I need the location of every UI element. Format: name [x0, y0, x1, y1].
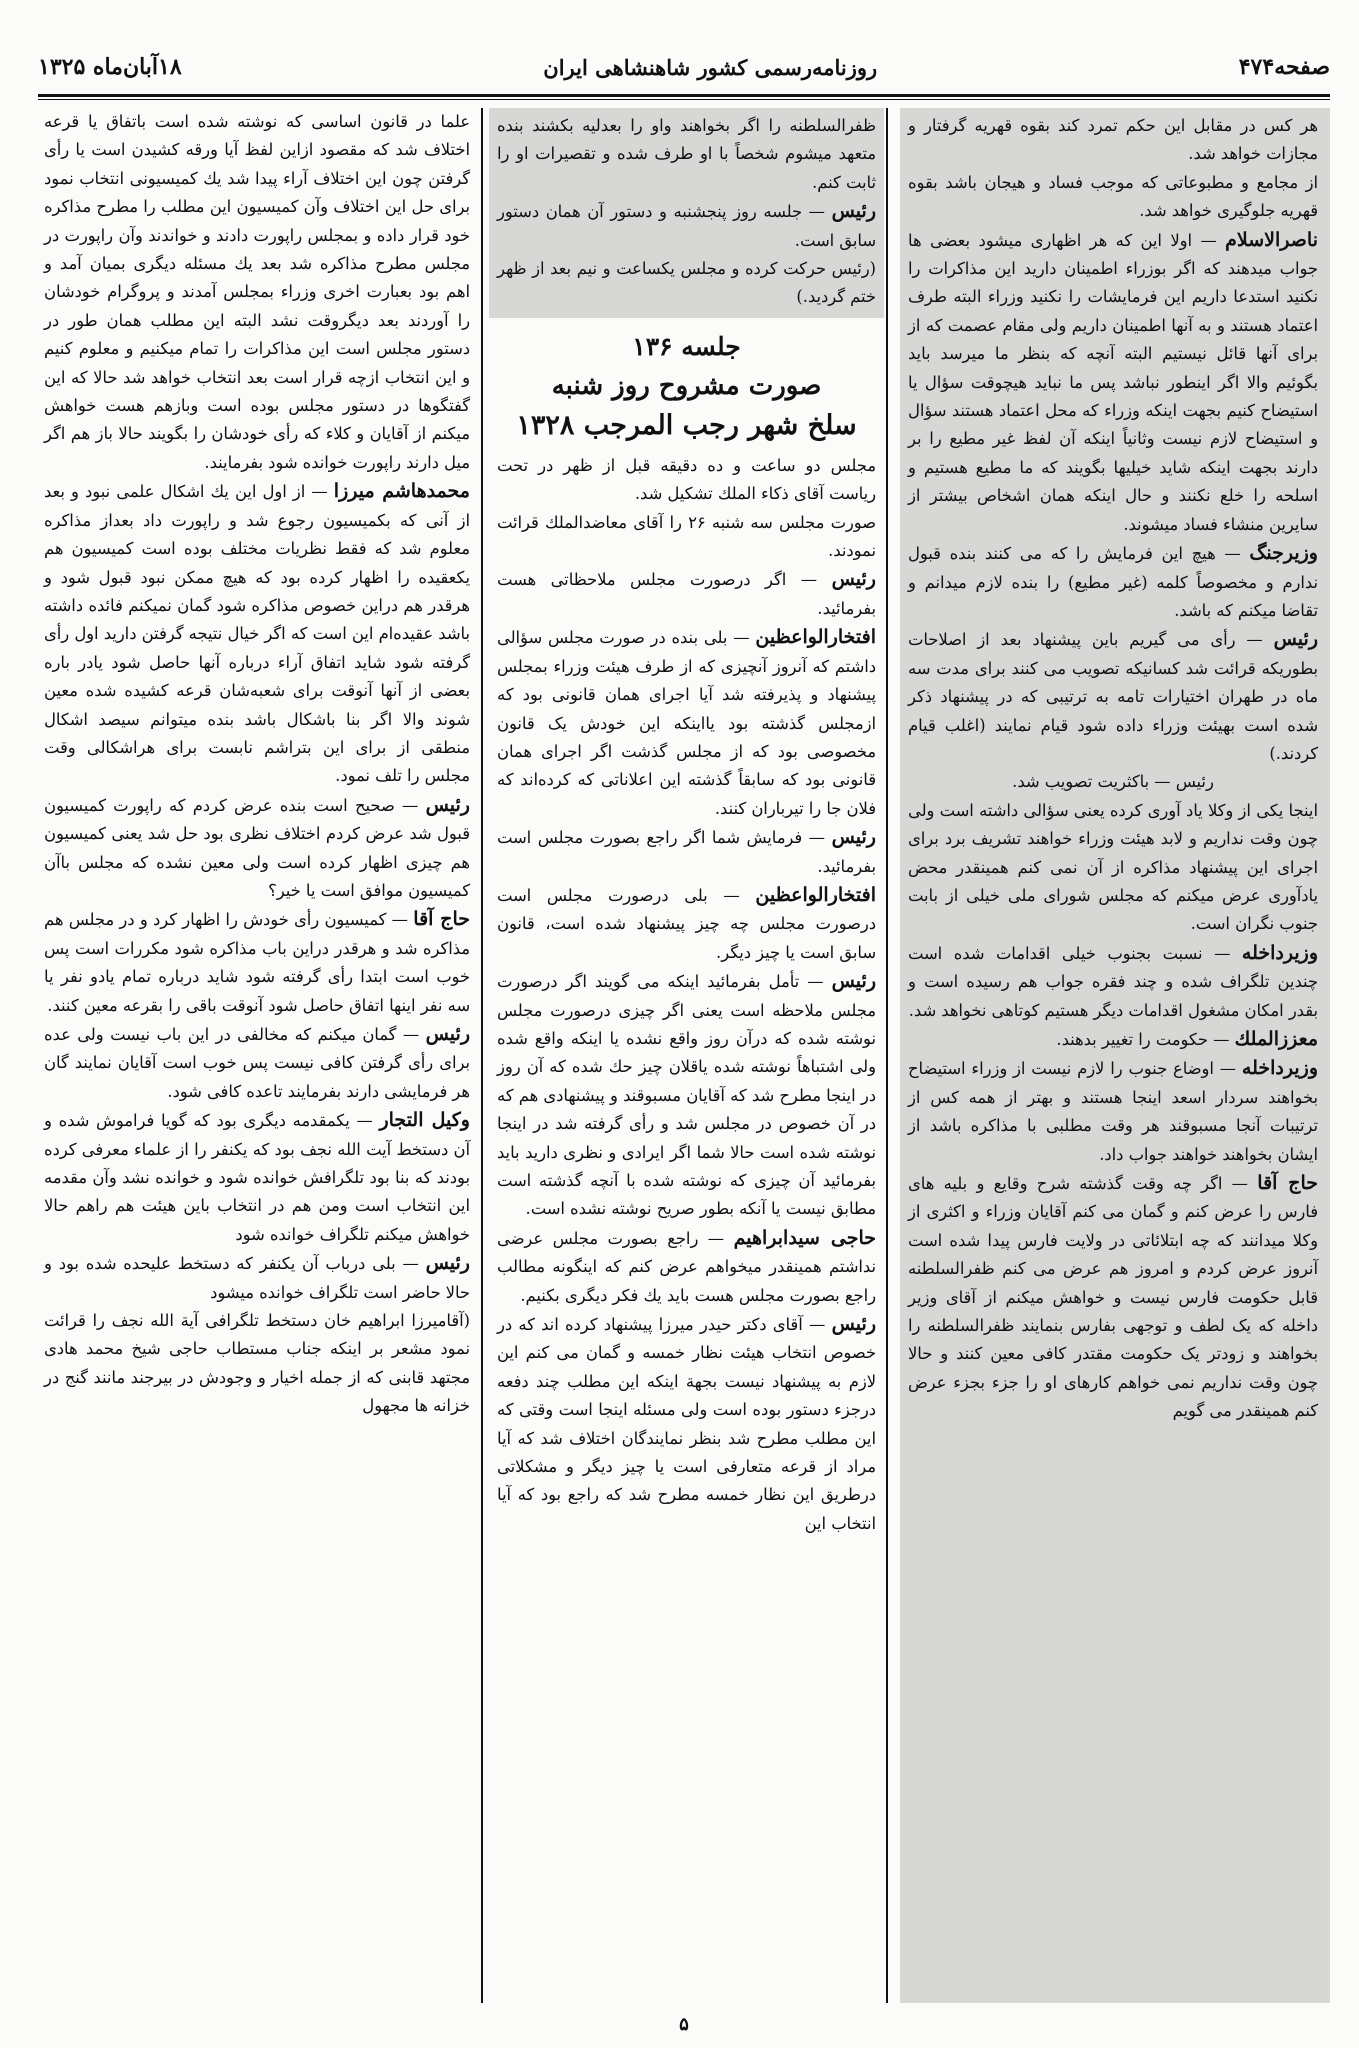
- speaker-name: وکیل التجار: [379, 1109, 470, 1132]
- speech-text: — حکومت را تغییر بدهند.: [1056, 1030, 1230, 1049]
- speech: [908, 939, 1318, 1025]
- speaker-name: رئیس: [425, 793, 470, 816]
- speaker-name: رئیس: [831, 1313, 876, 1336]
- speech: [497, 197, 876, 255]
- speech-text: — کمیسیون رأی خودش را اظهار کرد و در مجلس هم مذاکره شد و هرقدر دراین باب مذاکره شود مکررات است پس خوب است ابتدا رأی گرفته شود شاید درباره تمام یادو نفر یا سه نفر اینها اتفاق حاصل شود آنوقت باقی را بقرعه معین کنند.: [44, 910, 470, 1015]
- column-middle: [489, 108, 884, 2003]
- speech: [497, 1310, 876, 1538]
- speaker-name: افتخارالواعظین: [755, 883, 876, 906]
- speech: [44, 905, 470, 1020]
- speaker-name: حاجی سیدابراهیم: [733, 1226, 876, 1249]
- speech-text: — فرمایش شما اگر راجع بصورت مجلس است بفرمائید.: [497, 828, 876, 876]
- speech: [908, 1169, 1318, 1426]
- speech-text: — تأمل بفرمائید اینکه می گویند اگر درصورت مجلس ملاحظه است یعنی اگر چیزی درصورت مجلس نوشته شده که درآن روز واقع نشده یا اینکه واقع شده ولی اشتباهاً نوشته شده یاقلان چیز حك شده که آن روز در اینجا مطرح شد که آقایان مسبوقند و پیشنهادی هم که در آن خصوص در مجلس شد و رأی گرفته شد در اینجا نوشته شده است حالا شما اگر ایرادی و نظری دارید باید بفرمائید آن چیزی که نوشته شده با آنچه گذشته است مطابق نیست یا آنکه بطور صریح نوشته نشده است.: [497, 972, 876, 1219]
- paragraph: هر کس در مقابل این حکم تمرد کند بقوه قهریه گرفتار و مجازات خواهد شد.: [908, 116, 1318, 164]
- speech-text: — یکمقدمه دیگری بود که گویا فراموش شده و آن دستخط آیت الله نجف بود که یکنفر را از علماء معرفی کرده بودند که بنا بود تلگرافش خوانده شود و خوانده نشد وآن مقدمه این انتخاب است ومن هم در انتخاب باین هیئت هم راهم حالا خواهش میکنم تلگراف خوانده شود: [44, 1111, 470, 1244]
- speech-text: — نسبت بجنوب خیلی اقدامات شده است چندین تلگراف شده و چند فقره جواب هم رسیده است و بقدر امکان مشغول اقدامات دیگر هستیم کوتاهی نخواهد شد.: [908, 943, 1318, 1020]
- speech: [908, 1025, 1318, 1054]
- masthead: [38, 44, 1330, 90]
- speech: [44, 1249, 470, 1307]
- speech-text: — بلی درباب آن یکنفر که دستخط علیحده شده بود و حالا حاضر است تلگراف خوانده میشود: [44, 1254, 470, 1302]
- speaker-name: رئیس: [831, 568, 876, 591]
- speech-text: — اگر چه وقت گذشته شرح وقایع و بلیه های فارس را عرض کنم و گمان می کنم آقایان وزراء و اکثری از وکلا میدانند که چه ابتلائاتی در ولایت فارس پیدا شده است آنروز عرض کردم و امروز هم عرض می کنم ظفرالسلطنه قابل حکومت فارس نیست و خواهش میکنم از آقای وزیر داخله که یک لطف و توجهی بفارس بنمایند ظفرالسلطنه را بخواهند و زودتر یک حکومت مقتدر کافی معین کنند و حالا چون وقت نداریم نمی خواهم کارهای او را جزء بجزء عرض کنم همینقدر می گویم: [908, 1174, 1318, 1421]
- speech-text: — از اول این یك اشکال علمی نبود و بعد از آنی که بکمیسیون رجوع شد و راپورت داد بعداز مذاکره معلوم شد که فقط نظریات مختلف بوده است کمیسیون هم یکعقیده را اظهار کرده بود که هیچ ممکن نبود قبول شود و هرقدر هم دراین خصوص مذاکره شود گمان نمیکنم فائده داشته باشد عقیده‌ام این است که اگر خیال نتیجه گرفتن دارید اول رأی گرفته شود شاید اتفاق آراء درباره آنها حاصل شود یادر باره بعضی از آنها آنوقت برای شعبه‌شان قرعه کشیده شده معین شوند والا اگر بنا باشکال باشد بنده میتوانم سیصد اشکال منطقی از برای این بتراشم نابست برای هراشکالی وقت مجلس را تلف نمود.: [44, 482, 470, 786]
- speech-text: — رأی می گیریم باین پیشنهاد بعد از اصلاحات بطوریکه قرائت شد کسانیکه تصویب می کنند برای مدت سه ماه در طهران اختیارات تامه به ترتیبی که در پیشنهاد ذکر شده است بهیئت وزراء داده شود قیام نمایند (اغلب قیام کردند.): [908, 630, 1318, 763]
- session-title: صورت مشروح روز شنبه: [551, 370, 822, 401]
- paragraph: (رئیس حرکت کرده و مجلس یکساعت و نیم بعد از ظهر ختم گردید.): [497, 259, 876, 307]
- speech-text: — اگر درصورت مجلس ملاحظاتی هست بفرمائید.: [497, 570, 876, 618]
- session-number: جلسه ۱۳۶: [632, 331, 741, 361]
- page-number: ۵: [679, 2014, 689, 2035]
- paragraph: علما در قانون اساسی که نوشته شده است باتفاق یا قرعه اختلاف شد که مقصود ازاین لفظ آیا ورقه کشیدن است یا رأی گرفتن چون این اختلاف آراء پیدا شد یك کمیسیونی انتخاب نمود برای حل این اختلاف وآن کمیسیون این مطلب را مطرح مذاکره خود قرار داده و بمجلس راپورت دادند و خواندند وآن راپورت در مجلس مطرح مذاکره شد بعد یك مسئله دیگری بمیان آمد و اهم بود بعبارت اخری وزراء بمجلس آمدند و پروگرام خودشان را آوردند بعد دیگروقت نشد البته این مطلب همان طور در دستور مجلس است این مذاکرات را تمام میکنیم و معلوم کنیم و این انتخاب ازچه قرار است بعد انتخاب خواهد شد حالا که این گفتگوها در دستور مجلس بوده است وبازهم هست خواهش میکنم از آقایان و کلاء که رأی خودشان را بگویند حالا باز هم اگر میل دارند راپورت خوانده شود بفرمایند.: [44, 112, 470, 472]
- speaker-name: رئیس: [831, 200, 876, 223]
- speaker-name: ناصرالاسلام: [1225, 228, 1318, 251]
- paragraph: ظفرالسلطنه را اگر بخواهند واو را بعدلیه بکشند بنده متعهد میشوم شخصاً با او طرف شده و تقصیرات او را ثابت کنم.: [497, 116, 876, 192]
- speech: [908, 625, 1318, 768]
- speaker-name: افتخارالواعظین: [755, 626, 876, 649]
- speech-text: — بلی درصورت مجلس است درصورت مجلس چه چیز پیشنهاد شده است، قانون سابق است یا چیز دیگر.: [497, 885, 876, 962]
- speech-text: — اوضاع جنوب را لازم نیست از وزراء استیضاح بخواهند سردار اسعد اینجا هستند و بهتر از همه کس از ترتیبات آنجا مسبوقند هر وقت مطلبی با مذاکره باشد از ایشان بخواهند خواهند جواب داد.: [908, 1059, 1318, 1164]
- shaded-block: [489, 108, 884, 318]
- speech-text: — اولا این که هر اظهاری میشود بعضی ها جواب میدهند که اگر بوزراء اطمینان دارید این مذاکرات را نکنید استدعا داریم این فرمایشات را نکنید وزراء البته طرف اعتماد هستند و به آنها اطمینان داریم ولی مقام عصمت که از برای آنها قائل نیستیم البته آنچه که بنظر ما میرسد باید بگوئیم والا اگر اینطور نباشد پس ما نباید هیچوقت سؤال یا استیضاح کنیم بجهت اینکه وزراء که محل اعتماد هستند سؤال و استیضاح لازم نیست وثانیاً اینکه آن لفظ غیر مطیع را بر دارند بجهت اینکه شاید خیلیها بگویند که ما مطیع هستیم و اسلحه را خلع نکنند و حال اینکه همان اشخاص بیشتر از سایرین منشاء فساد میشوند.: [908, 230, 1318, 534]
- speech-text: — بلی بنده در صورت مجلس سؤالی داشتم که آنروز آنچیزی که از طرف هیئت وزراء بمجلس پیشنهاد و پذیرفته شد آیا اجرای همان قانونی بود که ازمجلس گذشته بود یااینکه این خودش یک قانون مخصوصی بود که از مجلس گذشت اگر اجرای همان قانونی بود که سابقاً گذشته این اعلاناتی که کرده‌اند که فلان جا را تیرباران کنند.: [497, 628, 876, 818]
- speech: [497, 565, 876, 623]
- page-label: صفحه۴۷۴: [1238, 54, 1330, 80]
- column-divider: [481, 108, 483, 2003]
- speech: [44, 1020, 470, 1106]
- speech: [44, 791, 470, 906]
- column-left: [38, 108, 476, 2003]
- newspaper-page: [38, 30, 1330, 2035]
- speech: [908, 1054, 1318, 1169]
- session-date: سلخ شهر رجب المرجب ۱۳۲۸: [516, 409, 857, 441]
- paragraph: (آقامیرزا ابراهیم خان دستخط تلگرافی آیة الله نجف را قرائت نمود مشعر بر اینکه جناب مستطاب حاجی شیخ محمد هادی مجتهد قابنی که از جمله اخیار و وجودش در بیرجند مانند گنج در خزانه ها مجهول: [44, 1311, 470, 1416]
- column-divider: [886, 108, 888, 2003]
- speech-text: — جلسه روز پنجشنبه و دستور آن همان دستور سابق است.: [497, 202, 876, 250]
- speaker-name: رئیس: [831, 970, 876, 993]
- speech-text: — هیچ این فرمایش را که می کنند بنده قبول ندارم و مخصوصاً کلمه (غیر مطیع) را بنده لازم میدانم و تقاضا میکنم که باشد.: [908, 544, 1318, 620]
- speaker-name: وزیرداخله: [1241, 941, 1318, 964]
- speech: [497, 881, 876, 967]
- session-heading: [497, 328, 876, 446]
- speech-text: — صحیح است بنده عرض کردم که راپورت کمیسیون قبول شد عرض کردم اختلاف نظری بود حل شد یعنی کمیسیون هم چیزی اظهار کرده است ولی معین نشده که مجلس باآن کمیسیون موافق است یا خیر؟: [44, 795, 470, 900]
- speaker-name: وزیرجنگ: [1249, 542, 1318, 565]
- speaker-name: رئیس: [1273, 628, 1318, 651]
- header-rule-thin: [38, 99, 1330, 100]
- issue-date: ۱۸آبان‌ماه ۱۳۲۵: [38, 54, 182, 80]
- speaker-name: حاج آقا: [413, 908, 470, 931]
- speech: [908, 226, 1318, 539]
- paragraph: اینجا یکی از وکلا یاد آوری کرده یعنی سؤالی داشته است ولی چون وقت نداریم و لابد هیئت وزراء خواهند تشریف برد برای اجرای این پیشنهاد مذاکره از آن نمی کنم همینقدر محض یادآوری عرض میکنم که مجلس شورای ملی خیلی از بابت جنوب نگران است.: [908, 800, 1318, 934]
- speaker-name: رئیس: [425, 1023, 470, 1045]
- speaker-name: رئیس: [425, 1252, 470, 1275]
- paragraph: مجلس دو ساعت و ده دقیقه قبل از ظهر در تحت ریاست آقای ذکاء الملك تشکیل شد.: [497, 455, 876, 504]
- speech: [497, 823, 876, 881]
- speech: [44, 477, 470, 790]
- speaker-name: معززالملك: [1234, 1028, 1318, 1050]
- paragraph: از مجامع و مطبوعاتی که موجب فساد و هیجان باشد بقوه قهریه جلوگیری خواهد شد.: [908, 172, 1318, 221]
- speech: [908, 539, 1318, 625]
- column-right: [900, 108, 1330, 2003]
- speaker-name: رئیس: [831, 826, 876, 849]
- header-rule: [38, 94, 1330, 97]
- paragraph: رئیس — باکثریت تصویب شد.: [1012, 772, 1214, 792]
- speech: [497, 1224, 876, 1310]
- speech: [44, 1106, 470, 1249]
- publication-title: روزنامه‌رسمی کشور شاهنشاهی ایران: [543, 54, 878, 80]
- speech: [497, 623, 876, 823]
- speech-text: — گمان میکنم که مخالفی در این باب نیست ولی عده برای رأی گرفتن کافی نیست پس خوب است آقایان نمایند گان هر فرمایشی دارند بفرمایند تاعده کافی شود.: [44, 1025, 470, 1101]
- speech: [497, 967, 876, 1224]
- speaker-name: محمدهاشم میرزا: [333, 480, 470, 503]
- speech-text: — آقای دکتر حیدر میرزا پیشنهاد کرده اند که در خصوص انتخاب هیئت نظار خمسه و گمان می کنم این لازم به پیشنهاد نیست بجهة اینکه این مطلب چند دفعه درجزء دستور بوده است ولی مسئله اینجا است وقتی که این مطلب مطرح شد بنظر نمایندگان اختلاف شد که آیا مراد از قرعه متعارفی است یا چیز دیگر و مشکلاتی درطریق این نظار خمسه مطرح شد که راجع بود که آیا انتخاب این: [497, 1315, 876, 1533]
- speaker-name: وزیرداخله: [1241, 1057, 1318, 1080]
- paragraph: صورت مجلس سه شنبه ۲۶ را آقای معاضدالملك قرائت نمودند.: [497, 512, 876, 561]
- speaker-name: حاج آقا: [1257, 1172, 1318, 1195]
- speech-text: — راجع بصورت مجلس عرضی نداشتم همینقدر میخواهم عرض کنم که اینگونه مطالب راجع بصورت مجلس هست باید یك فکر دیگری بکنیم.: [497, 1228, 876, 1305]
